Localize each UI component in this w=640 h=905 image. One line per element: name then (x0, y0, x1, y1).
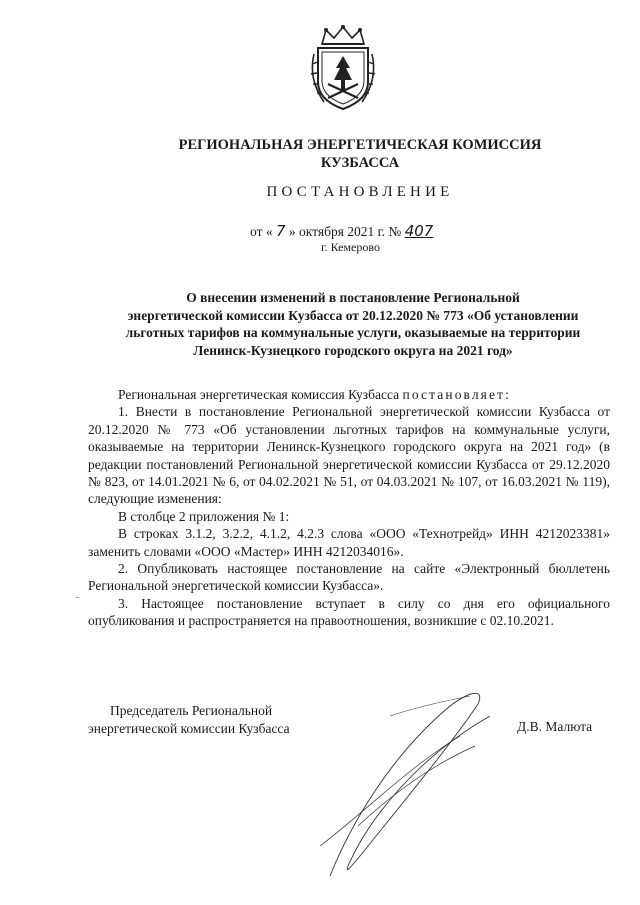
kuzbass-coat-of-arms-icon (300, 24, 386, 112)
intro-prefix: Региональная энергетическая комиссия Кузбасса (118, 387, 400, 402)
date-line (250, 222, 433, 240)
document-body (88, 386, 610, 630)
scan-mark (76, 597, 79, 598)
city: г. Кемерово (321, 240, 380, 254)
handwritten-signature (300, 676, 500, 886)
intro-decree-word: постановляет: (402, 387, 511, 402)
date-day: 7 (275, 222, 286, 240)
date-month-year: » октября 2021 г. № (288, 224, 402, 239)
org-line-2: КУЗБАССА (320, 155, 400, 171)
intro-paragraph (88, 386, 610, 403)
paragraph-3: В строках 3.1.2, 3.2.2, 4.1.2, 4.2.3 слова «ООО «Технотрейд» ИНН 4212023381» заменить словами «ООО «Мастер» ИНН 4212034016». (88, 526, 610, 559)
signatory-name: Д.В. Малюта (517, 719, 593, 734)
organization-name (150, 136, 570, 172)
signatory-title-line-1: Председатель Региональной (110, 703, 273, 718)
document-number: 407 (404, 222, 434, 240)
document-type: ПОСТАНОВЛЕНИЕ (266, 184, 454, 200)
paragraph-4: 2. Опубликовать настоящее постановление на сайте «Электронный бюллетень Региональной энергетической комиссии Кузбасса». (88, 561, 610, 594)
signatory-title-line-2: энергетической комиссии Кузбасса (88, 720, 290, 736)
date-prefix: от « (250, 224, 273, 239)
subject-line-2: энергетической комиссии Кузбасса от 20.12.2020 № 773 «Об установлении (127, 307, 579, 323)
subject-line-3: льготных тарифов на коммунальные услуги, оказываемые на территории (125, 325, 581, 340)
document-subject (88, 289, 618, 359)
paragraph-2: В столбце 2 приложения № 1: (118, 508, 290, 524)
subject-line-4: Ленинск-Кузнецкого городского округа на 2021 год» (193, 342, 513, 358)
signatory-title (88, 702, 290, 737)
paragraph-5: 3. Настоящее постановление вступает в силу со дня его официального опубликования и распространяется на правоотношения, возникшие с 02.10.2021. (88, 595, 610, 629)
org-line-1: РЕГИОНАЛЬНАЯ ЭНЕРГЕТИЧЕСКАЯ КОМИССИЯ (178, 137, 542, 153)
paragraph-1: 1. Внести в постановление Региональной энергетической комиссии Кузбасса от 20.12.2020 № 773 «Об установлении льготных тарифов на коммунальные услуги, оказываемые на территории Ленинск-Кузнецкого городского округа на 2021 год» (в редакции постановлений Региональной энергетической комиссии Кузбасса от 29.12.2020 № 823, от 14.01.2021 № 6, от 04.02.2021 № 51, от 04.03.2021 № 107, от 16.03.2021 № 119), следующие изменения: (88, 404, 610, 507)
subject-line-1: О внесении изменений в постановление Региональной (186, 290, 520, 305)
